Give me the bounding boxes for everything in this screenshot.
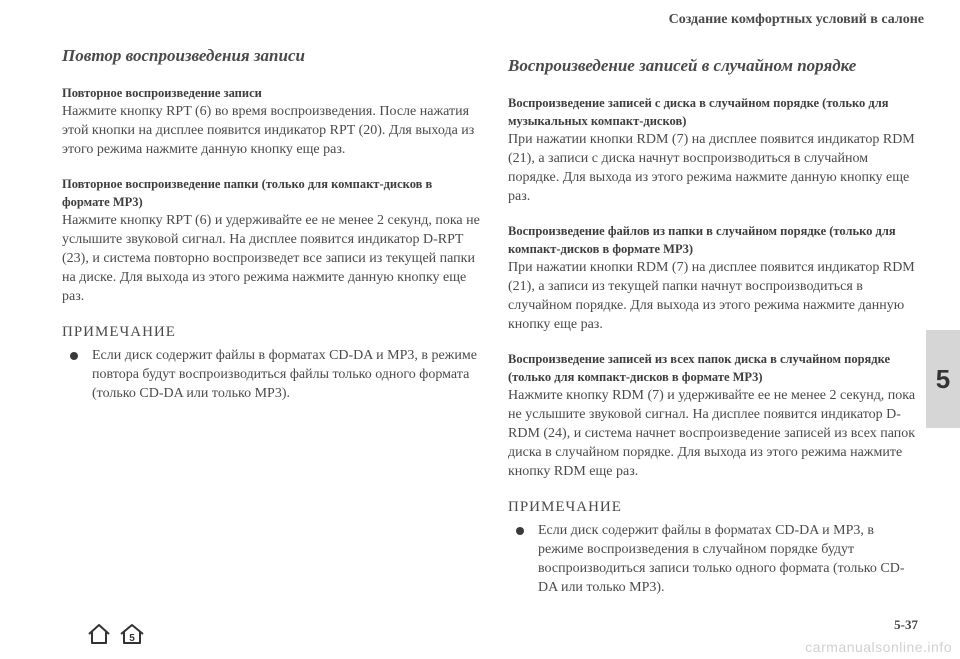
block-heading: Воспроизведение записей с диска в случайном порядке (только для музыкальных компакт-дисков): [508, 96, 889, 128]
block-text: При нажатии кнопки RDM (7) на дисплее появится индикатор RDM (21), а записи с диска начнут воспроизводиться в случайном порядке. Для выхода из этого режима нажмите данную кнопку еще раз.: [508, 132, 915, 204]
right-column: [508, 46, 918, 597]
page-header: Создание комфортных условий в салоне: [668, 12, 924, 27]
nav-icons: [86, 622, 146, 646]
note-item: [66, 346, 482, 403]
block-heading: Повторное воспроизведение записи: [62, 86, 262, 100]
note-text: Если диск содержит файлы в форматах CD-DA и MP3, в режиме воспроизведения в случайном порядке будут воспроизводиться записи только одного формата (только CD-DA или только MP3).: [538, 523, 905, 595]
block-repeat-track: [62, 84, 482, 159]
block-repeat-folder: [62, 175, 482, 306]
block-text: Нажмите кнопку RDM (7) и удерживайте ее не менее 2 секунд, пока не услышите звуковой сигнал. На дисплее появится индикатор D-RDM (24), и система начнет воспроизведение записей из всех папок диска в случайном порядке. Для выхода из этого режима нажмите кнопку RDM еще раз.: [508, 388, 916, 479]
block-heading: Повторное воспроизведение папки (только для компакт-дисков в формате MP3): [62, 177, 433, 209]
chapter-5-home-icon[interactable]: [118, 622, 146, 646]
block-text: Нажмите кнопку RPT (6) во время воспроизведения. После нажатия этой кнопки на дисплее появится индикатор RPT (20). Для выхода из этого режима нажмите данную кнопку еще раз.: [62, 104, 475, 157]
watermark: carmanualsonline.info: [805, 639, 952, 655]
note-title: ПРИМЕЧАНИЕ: [62, 324, 176, 340]
section-title-random: Воспроизведение записей в случайном порядке: [508, 56, 857, 75]
block-random-folder: [508, 222, 918, 334]
block-text: Нажмите кнопку RPT (6) и удерживайте ее не менее 2 секунд, пока не услышите звуковой сигнал. На дисплее появится индикатор D-RPT (23), и система повторно воспроизведет все записи из текущей папки на диске. Для выхода из этого режима нажмите данную кнопку еще раз.: [62, 213, 480, 304]
note-item: [512, 521, 918, 597]
note-right: [508, 497, 918, 597]
toc-icon-label: 5: [129, 633, 135, 644]
block-heading: Воспроизведение файлов из папки в случайном порядке (только для компакт-дисков в формате MP3): [508, 224, 896, 256]
home-icon[interactable]: [86, 622, 112, 646]
page-number: 5-37: [894, 617, 918, 632]
note-left: [62, 322, 482, 403]
chapter-tab[interactable]: [926, 330, 960, 428]
note-text: Если диск содержит файлы в форматах CD-DA и MP3, в режиме повтора будут воспроизводиться файлы только одного формата (только CD-DA или только MP3).: [92, 348, 477, 401]
block-heading: Воспроизведение записей из всех папок диска в случайном порядке (только для компакт-дисков в формате MP3): [508, 352, 891, 384]
section-title-repeat: Повтор воспроизведения записи: [62, 46, 305, 65]
block-random-all-folders: [508, 350, 918, 481]
block-random-disc: [508, 94, 918, 206]
bullet-icon: [70, 352, 78, 360]
left-column: [62, 46, 482, 403]
bullet-icon: [516, 527, 524, 535]
block-text: При нажатии кнопки RDM (7) на дисплее появится индикатор RDM (21), а записи из текущей папки начнут воспроизводиться в случайном порядке. Для выхода из этого режима нажмите данную кнопку еще раз.: [508, 260, 915, 332]
note-title: ПРИМЕЧАНИЕ: [508, 499, 622, 515]
chapter-tab-label: 5: [935, 363, 951, 394]
